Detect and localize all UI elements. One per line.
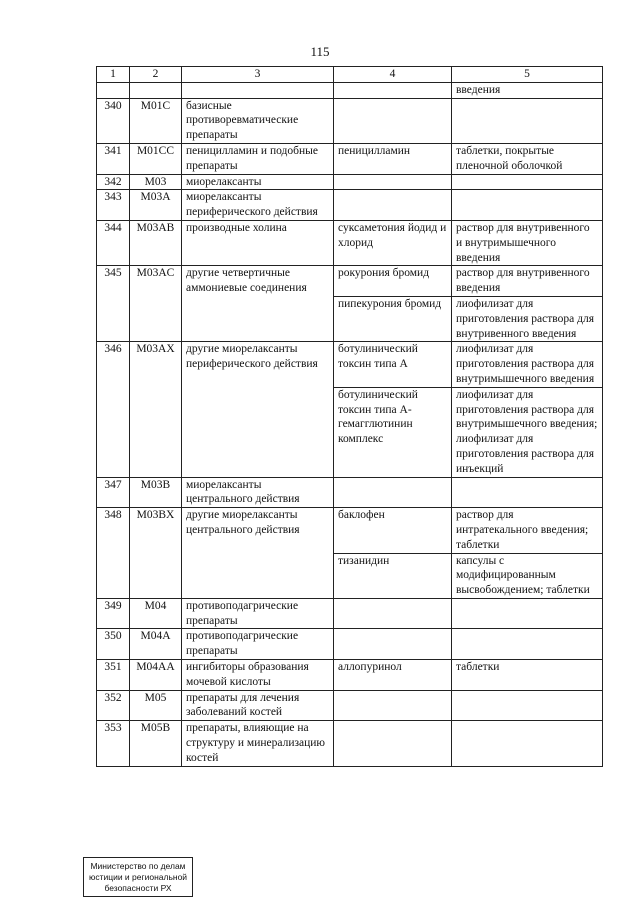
dosage-form: [452, 190, 603, 221]
stamp-line: безопасности РХ: [104, 882, 172, 893]
row-number: 350: [97, 629, 130, 660]
table-row: [97, 174, 603, 190]
atc-code: M03AX: [130, 342, 182, 387]
dosage-form: [452, 477, 603, 508]
group-name: [182, 553, 334, 598]
page-number: 115: [310, 44, 330, 59]
atc-code: M05B: [130, 721, 182, 766]
header-cell-3: 3: [182, 67, 334, 83]
atc-code: M03AC: [130, 266, 182, 297]
table-row: [97, 690, 603, 721]
table-row: [97, 143, 603, 174]
row-number: [97, 296, 130, 341]
dosage-form: раствор для внутривенного введения: [452, 266, 603, 297]
group-name: базисные противоревматические препараты: [182, 98, 334, 143]
table-row: [97, 266, 603, 297]
group-name: препараты, влияющие на структуру и минерализацию костей: [182, 721, 334, 766]
dosage-form: лиофилизат для приготовления раствора для внутривенного введения: [452, 296, 603, 341]
continuation-num: [97, 82, 130, 98]
stamp-line: юстиции и региональной: [88, 871, 188, 882]
table-row: [97, 660, 603, 691]
row-number: 340: [97, 98, 130, 143]
atc-code: M04AA: [130, 660, 182, 691]
atc-code: M01CC: [130, 143, 182, 174]
table-row: [97, 387, 603, 477]
table-row: [97, 721, 603, 766]
dosage-form: таблетки: [452, 660, 603, 691]
dosage-form: раствор для интратекального введения; таблетки: [452, 508, 603, 553]
group-name: противоподагрические препараты: [182, 629, 334, 660]
group-name: препараты для лечения заболеваний костей: [182, 690, 334, 721]
atc-code: M03: [130, 174, 182, 190]
drug-name: [334, 174, 452, 190]
atc-code: M03BX: [130, 508, 182, 553]
row-number: 343: [97, 190, 130, 221]
header-cell-4: 4: [334, 67, 452, 83]
stamp-line: Министерство по делам: [90, 860, 186, 871]
row-number: 351: [97, 660, 130, 691]
drug-name: баклофен: [334, 508, 452, 553]
continuation-drug: [334, 82, 452, 98]
drug-name: ботулинический токсин типа А: [334, 342, 452, 387]
group-name: другие миорелаксанты центрального действия: [182, 508, 334, 553]
dosage-form: [452, 629, 603, 660]
header-row: [97, 67, 603, 83]
group-name: миорелаксанты периферического действия: [182, 190, 334, 221]
table-row: [97, 553, 603, 598]
atc-code: [130, 553, 182, 598]
drug-name: ботулинический токсин типа А-гемагглютинин комплекс: [334, 387, 452, 477]
atc-code: M04: [130, 598, 182, 629]
group-name: миорелаксанты центрального действия: [182, 477, 334, 508]
atc-code: M03B: [130, 477, 182, 508]
row-number: 344: [97, 220, 130, 265]
continuation-code: [130, 82, 182, 98]
group-name: [182, 387, 334, 477]
dosage-form: [452, 174, 603, 190]
dosage-form: [452, 98, 603, 143]
row-number: 348: [97, 508, 130, 553]
dosage-form: таблетки, покрытые пленочной оболочкой: [452, 143, 603, 174]
drug-name: аллопуринол: [334, 660, 452, 691]
row-number: 349: [97, 598, 130, 629]
drug-name: [334, 598, 452, 629]
drug-name: тизанидин: [334, 553, 452, 598]
dosage-form: [452, 690, 603, 721]
table-row: [97, 190, 603, 221]
atc-code: M01C: [130, 98, 182, 143]
row-number: 341: [97, 143, 130, 174]
table-row: [97, 296, 603, 341]
drug-table: [96, 66, 603, 767]
atc-code: M04A: [130, 629, 182, 660]
drug-name: рокурония бромид: [334, 266, 452, 297]
atc-code: M05: [130, 690, 182, 721]
group-name: миорелаксанты: [182, 174, 334, 190]
group-name: ингибиторы образования мочевой кислоты: [182, 660, 334, 691]
drug-name: суксаметония йодид и хлорид: [334, 220, 452, 265]
dosage-form: лиофилизат для приготовления раствора для внутримышечного введения: [452, 342, 603, 387]
row-number: 353: [97, 721, 130, 766]
atc-code: M03A: [130, 190, 182, 221]
atc-code: M03AB: [130, 220, 182, 265]
drug-name: [334, 629, 452, 660]
drug-name: пеницилламин: [334, 143, 452, 174]
group-name: противоподагрические препараты: [182, 598, 334, 629]
ministry-stamp: [83, 857, 193, 897]
table-row: [97, 629, 603, 660]
drug-name: пипекурония бромид: [334, 296, 452, 341]
drug-name: [334, 477, 452, 508]
continuation-form: введения: [452, 82, 603, 98]
dosage-form: капсулы с модифицированным высвобождением; таблетки: [452, 553, 603, 598]
row-number: [97, 553, 130, 598]
group-name: [182, 296, 334, 341]
group-name: пеницилламин и подобные препараты: [182, 143, 334, 174]
table-row: [97, 342, 603, 387]
atc-code: [130, 296, 182, 341]
group-name: другие миорелаксанты периферического действия: [182, 342, 334, 387]
group-name: производные холина: [182, 220, 334, 265]
header-cell-1: 1: [97, 67, 130, 83]
drug-name: [334, 690, 452, 721]
row-number: [97, 387, 130, 477]
continuation-row: [97, 82, 603, 98]
continuation-name: [182, 82, 334, 98]
table-row: [97, 477, 603, 508]
table-row: [97, 598, 603, 629]
row-number: 345: [97, 266, 130, 297]
header-cell-5: 5: [452, 67, 603, 83]
table-row: [97, 98, 603, 143]
table-row: [97, 220, 603, 265]
table-row: [97, 508, 603, 553]
drug-name: [334, 190, 452, 221]
dosage-form: [452, 721, 603, 766]
drug-name: [334, 721, 452, 766]
row-number: 346: [97, 342, 130, 387]
row-number: 342: [97, 174, 130, 190]
row-number: 347: [97, 477, 130, 508]
row-number: 352: [97, 690, 130, 721]
dosage-form: лиофилизат для приготовления раствора для внутримышечного введения; лиофилизат для приготовления раствора для инъекций: [452, 387, 603, 477]
atc-code: [130, 387, 182, 477]
group-name: другие четвертичные аммониевые соединения: [182, 266, 334, 297]
drug-name: [334, 98, 452, 143]
header-cell-2: 2: [130, 67, 182, 83]
dosage-form: раствор для внутривенного и внутримышечного введения: [452, 220, 603, 265]
table-body: [97, 67, 603, 767]
dosage-form: [452, 598, 603, 629]
